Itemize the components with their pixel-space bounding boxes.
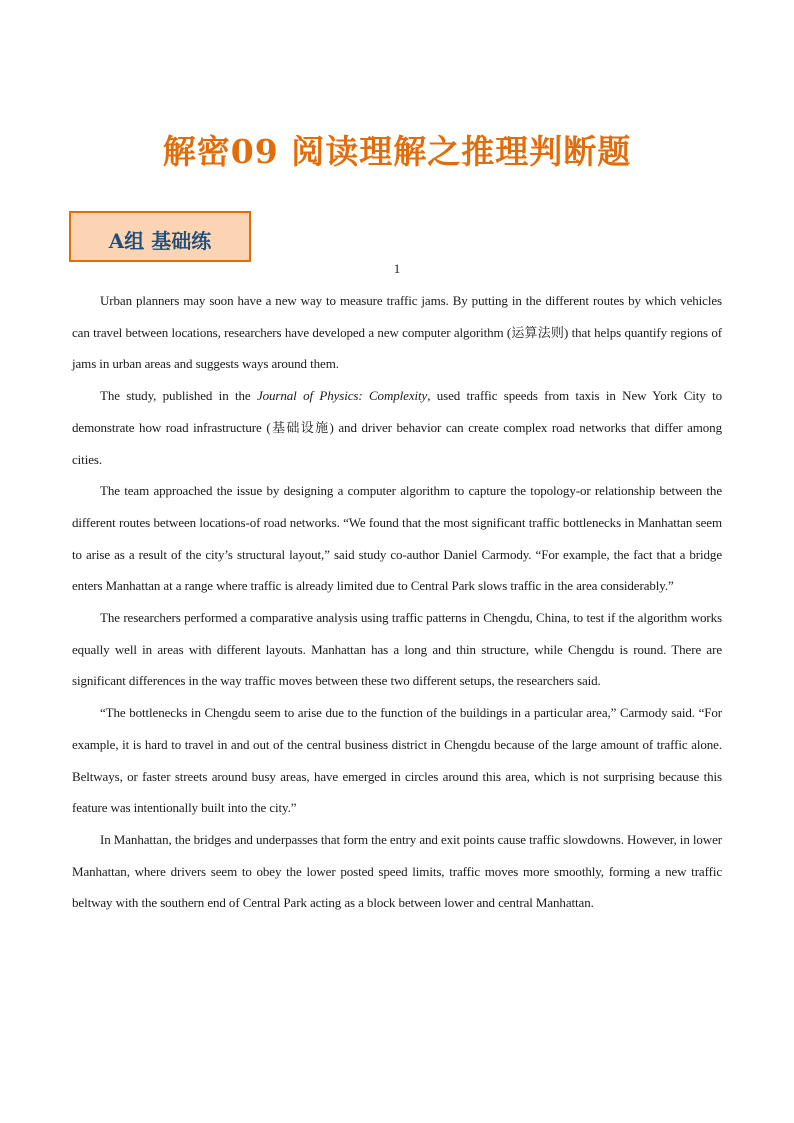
passage-paragraph-1: Urban planners may soon have a new way to measure traffic jams. By putting in the different routes by which vehicles can travel between locations, researchers have developed a new computer algorithm (运算法则) that helps quantify regions of jams in urban areas and suggests ways around them. <box>72 293 722 372</box>
passage-paragraph-6: In Manhattan, the bridges and underpasses that form the entry and exit points cause traffic slowdowns. However, in lower Manhattan, where drivers seem to obey the lower posted speed limits, traffic moves more smoothly, forming a new traffic beltway with the southern end of Central Park acting as a block between lower and central Manhattan. <box>72 831 722 911</box>
passage-paragraph-4: The researchers performed a comparative analysis using traffic patterns in Chengdu, China, to test if the algorithm works equally well in areas with different layouts. Manhattan has a long and thin structure, while Chengdu is round. There are significant differences in the way traffic moves between these two different setups, the researchers said. <box>72 610 722 689</box>
passage-paragraph-2 <box>72 380 722 475</box>
paragraph-2-lead: The study, published in the <box>100 388 257 404</box>
passage-paragraph-5: “The bottlenecks in Chengdu seem to arise due to the function of the buildings in a particular area,” Carmody said. “For example, it is hard to travel in and out of the central business district in Chengdu because of the large amount of traffic alone. Beltways, or faster streets around busy areas, have emerged in circles around this area, which is not surprising because this feature was intentionally built into the city.” <box>72 705 722 816</box>
group-label: A组 基础练 <box>108 229 212 253</box>
question-number: 1 <box>393 261 401 276</box>
paragraph-2-rest: , used traffic speeds from taxis in New York City to demonstrate how road infrastructure (基础设施) and driver behavior can create complex road networks that differ among cities. <box>72 388 722 467</box>
page-title: 解密09 阅读理解之推理判断题 <box>162 132 632 171</box>
passage-paragraph-3: The team approached the issue by designing a computer algorithm to capture the topology-or relationship between the different routes between locations-of road networks. “We found that the most significant traffic bottlenecks in Manhattan seem to arise as a result of the city’s structural layout,” said study co-author Daniel Carmody. “For example, the fact that a bridge enters Manhattan at a range where traffic is already limited due to Central Park slows traffic in the area considerably.” <box>72 483 722 594</box>
journal-title: Journal of Physics: Complexity <box>256 388 428 404</box>
passage <box>72 285 722 919</box>
